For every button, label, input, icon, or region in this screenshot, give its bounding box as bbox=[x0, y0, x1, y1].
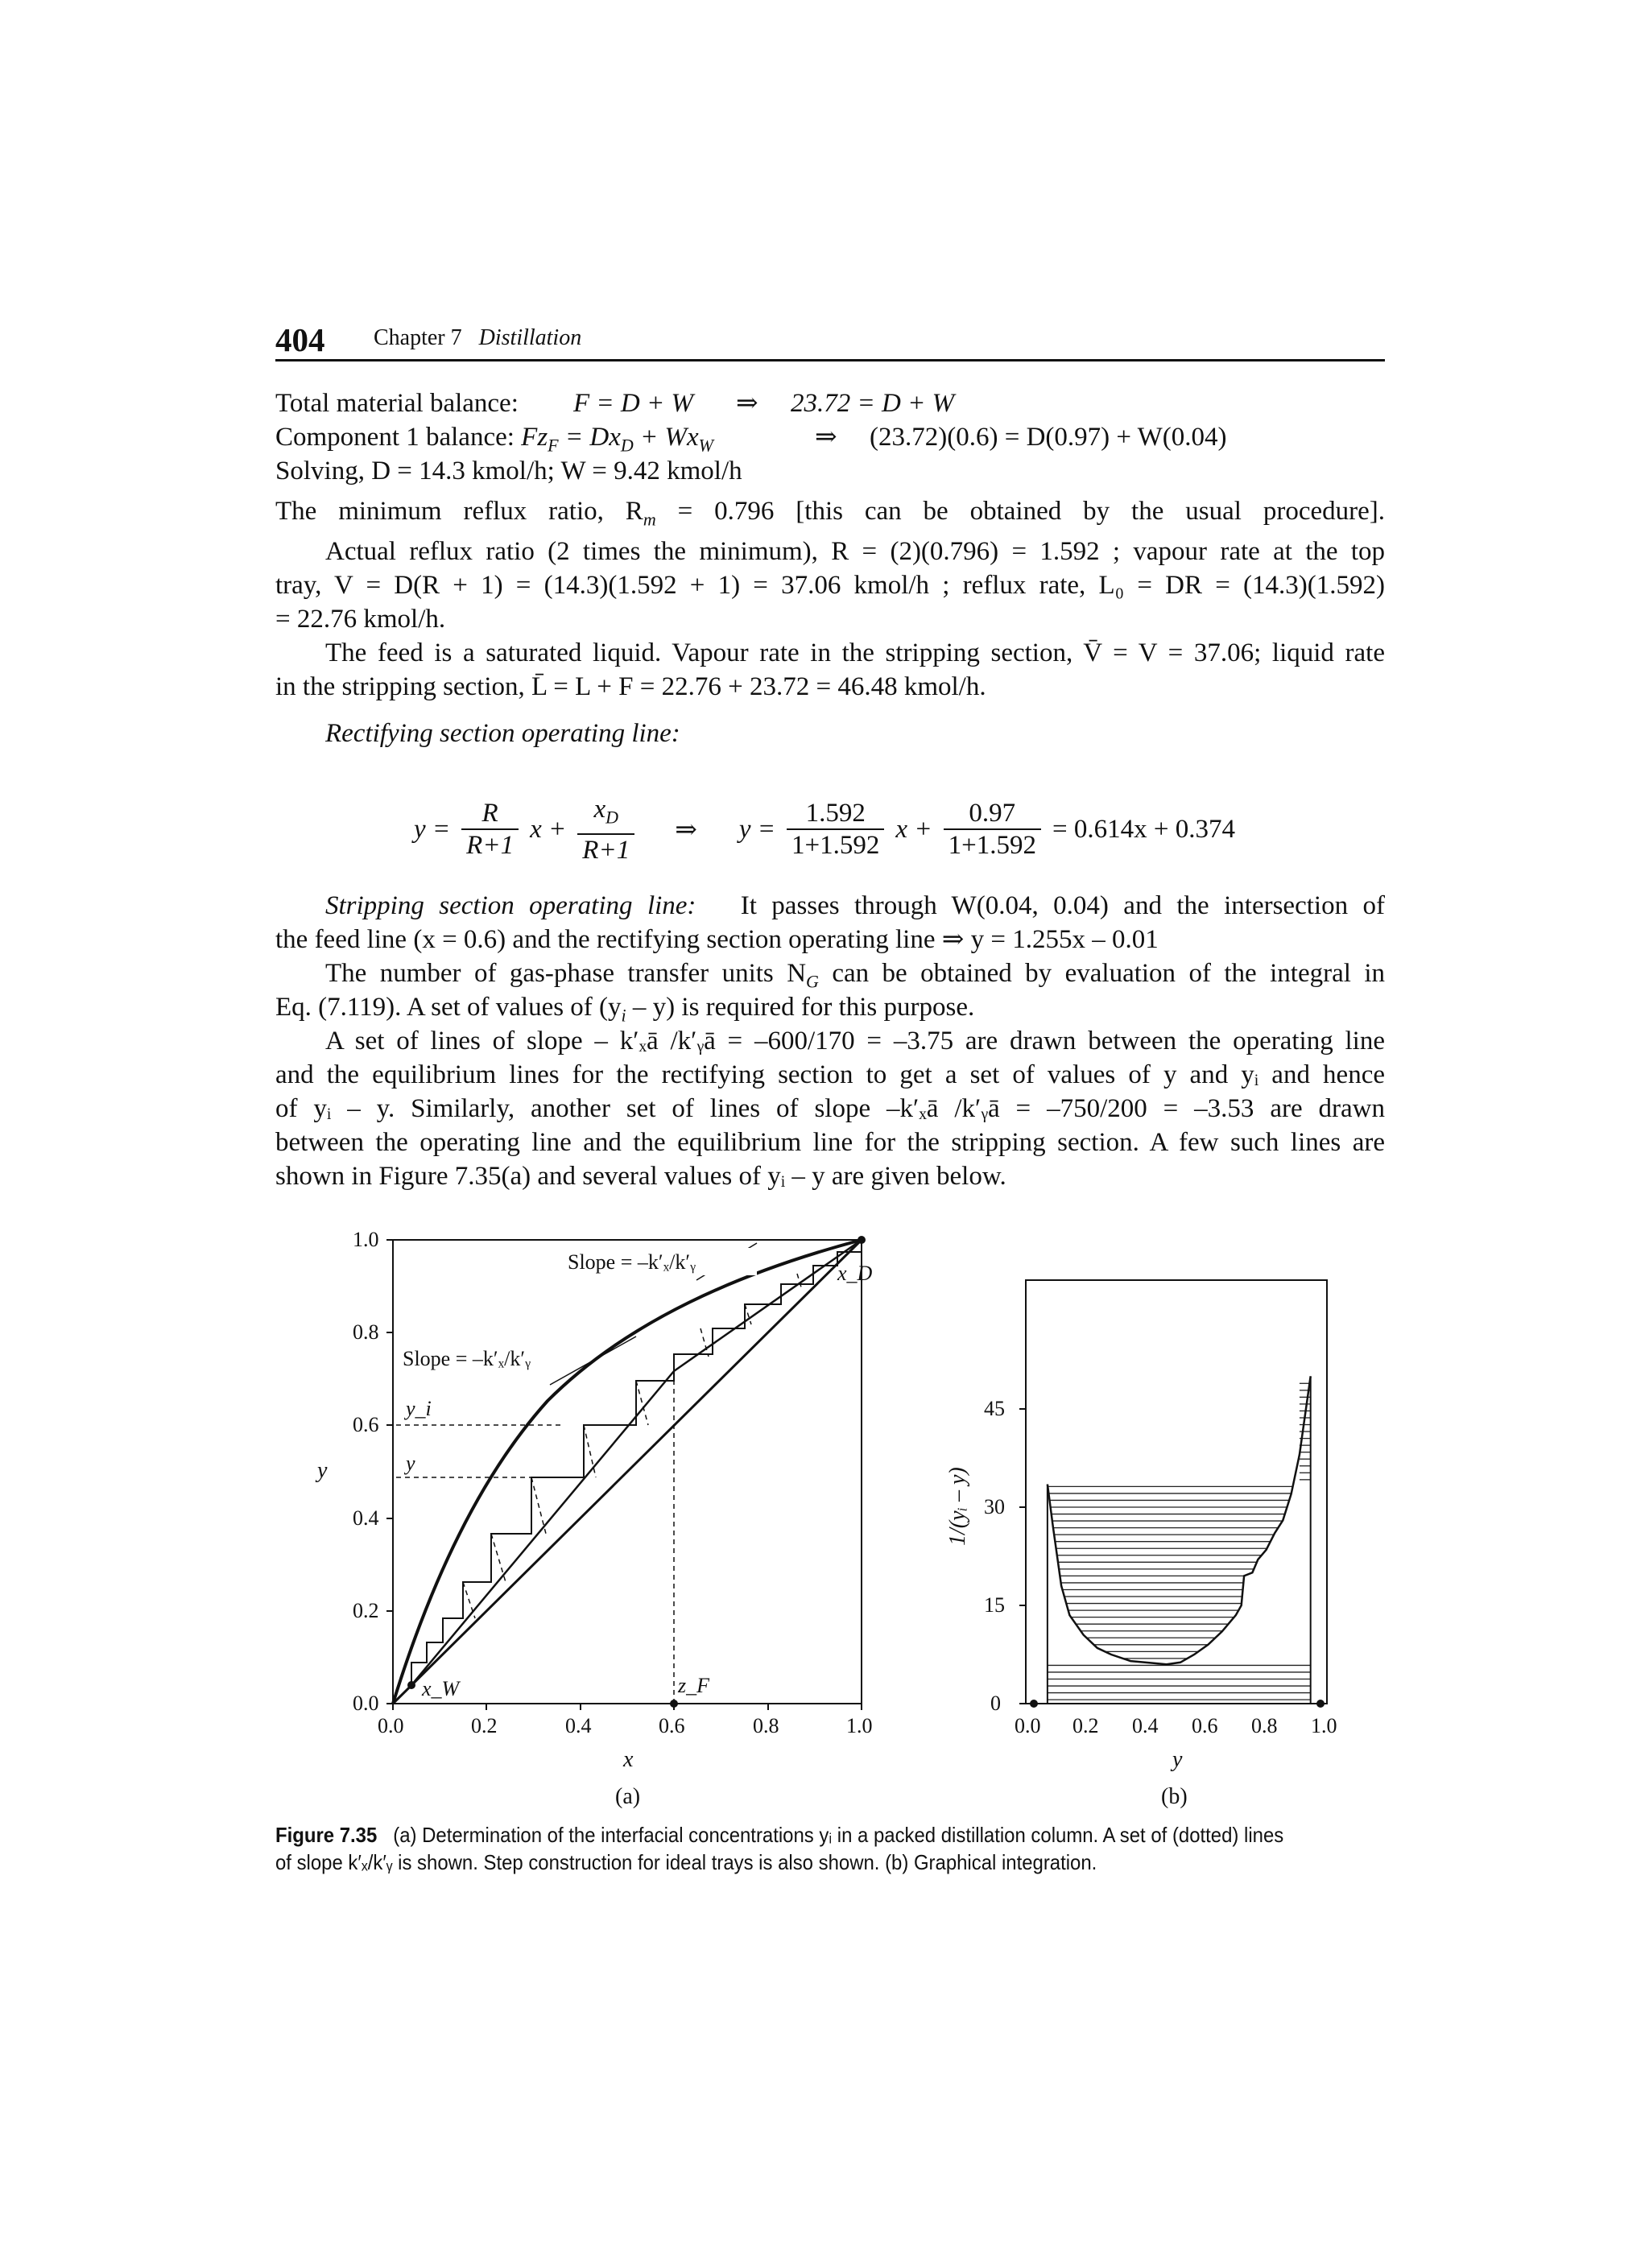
rectifying-equation: y = $\frac{R}{R+1}$ x + $\frac{x_D}{R+1}$ ⇒ y = $\frac{1.592}{1+1.592}$ x + $\frac{0.97}{1+1.592}$ = 0.614x + 0.374 bbox=[414, 795, 1235, 865]
slope-label-lower: Slope = –k′ₓ/k′ᵧ bbox=[403, 1347, 531, 1370]
stripping-line1: Stripping section operating line: It passes through W(0.04, 0.04) and the intersection of bbox=[325, 891, 1385, 920]
plot-frame-b bbox=[1026, 1280, 1327, 1704]
point-zf bbox=[670, 1700, 678, 1708]
point-xw bbox=[407, 1681, 415, 1689]
x-tick-label: 0.2 bbox=[471, 1714, 498, 1737]
rectifying-heading: Rectifying section operating line: bbox=[325, 719, 680, 748]
chapter-title: Distillation bbox=[478, 325, 582, 350]
para5-line3: of yᵢ – y. Similarly, another set of lines of slope –k′ₓā /k′ᵧā = –750/200 = –3.53 are drawn bbox=[275, 1094, 1385, 1123]
axis-ticks-b bbox=[1019, 1409, 1026, 1704]
x-axis-label-b: y bbox=[1172, 1747, 1183, 1772]
solving-line: Solving, D = 14.3 kmol/h; W = 9.42 kmol/h bbox=[275, 456, 742, 485]
y-tick-label: 30 bbox=[984, 1495, 1005, 1518]
y-tick-label: 0.0 bbox=[353, 1692, 379, 1715]
y-tick-label: 0.2 bbox=[353, 1599, 379, 1622]
running-header bbox=[374, 325, 581, 351]
x-tick-label: 0.4 bbox=[565, 1714, 592, 1737]
x-tick-label: 0.4 bbox=[1132, 1714, 1159, 1737]
diagonal-line bbox=[393, 1240, 862, 1704]
fraction-1592: $\frac{1.592}{1+1.592}$ bbox=[787, 798, 884, 861]
y-tick-label: 0.4 bbox=[353, 1506, 379, 1530]
caption-figure-number: Figure 7.35 bbox=[275, 1823, 378, 1847]
para1-line2: tray, V = D(R + 1) = (14.3)(1.592 + 1) = 37.06 kmol/h ; reflux rate, L₀ = DR = (14.3)(1.592) bbox=[275, 571, 1385, 600]
endpoint-right bbox=[1316, 1700, 1325, 1708]
para5-line5: shown in Figure 7.35(a) and several values of yᵢ – y are given below. bbox=[275, 1162, 1006, 1191]
y-axis-label: y bbox=[317, 1458, 328, 1483]
para2-line1: The feed is a saturated liquid. Vapour rate in the stripping section, V̄ = V = 37.06; liquid rate bbox=[325, 638, 1385, 667]
x-tick-label: 0.8 bbox=[1251, 1714, 1278, 1737]
para1-line3: = 22.76 kmol/h. bbox=[275, 605, 446, 634]
slope-label-upper: Slope = –k′ₓ/k′ᵧ bbox=[568, 1250, 696, 1274]
label-zf: z_F bbox=[678, 1674, 709, 1697]
x-tick-label: 0.8 bbox=[753, 1714, 779, 1737]
para5-line2: and the equilibrium lines for the rectifying section to get a set of values of y and yᵢ and hence bbox=[275, 1060, 1385, 1089]
x-tick-label: 0.0 bbox=[1015, 1714, 1041, 1737]
header-rule bbox=[275, 359, 1385, 361]
component-balance: Component 1 balance: $Fz_F = Dx_D + Wx_W$ ⇒ (23.72)(0.6) = D(0.97) + W(0.04) bbox=[275, 423, 1227, 456]
figure-caption bbox=[275, 1821, 1296, 1876]
min-reflux-line: The minimum reflux ratio, $R_m = 0.796$ [this can be obtained by the usual procedure]. bbox=[275, 497, 1385, 530]
stripping-line2: the feed line (x = 0.6) and the rectifying section operating line ⇒ y = 1.255x – 0.01 bbox=[275, 925, 1159, 954]
label-xw: x_W bbox=[422, 1677, 460, 1700]
y-tick-label: 0.8 bbox=[353, 1320, 379, 1344]
fraction-r: $\frac{R}{R+1}$ bbox=[461, 798, 519, 861]
x-tick-label: 0.6 bbox=[659, 1714, 685, 1737]
page-number: 404 bbox=[275, 321, 325, 358]
y-tick-label: 0 bbox=[990, 1692, 1001, 1715]
panel-label-a: (a) bbox=[615, 1784, 641, 1809]
para4-line1: The number of gas-phase transfer units $N_G$ can be obtained by evaluation of the integral in bbox=[325, 959, 1385, 992]
label-yi: y_i bbox=[406, 1397, 432, 1420]
figure-a-mccabe-thiele bbox=[306, 1216, 918, 1812]
y-axis-label-b: 1/(yᵢ – y) bbox=[945, 1467, 970, 1546]
fraction-xd: $\frac{x_D}{R+1}$ bbox=[577, 794, 634, 865]
figure-b-graphical-integration bbox=[926, 1256, 1377, 1812]
para5-line1: A set of lines of slope – k′ₓā /k′ᵧā = –600/170 = –3.75 are drawn between the operating line bbox=[325, 1027, 1385, 1056]
panel-label-b: (b) bbox=[1161, 1784, 1188, 1809]
integrand-curve bbox=[1048, 1376, 1311, 1664]
y-tick-label: 15 bbox=[984, 1593, 1005, 1617]
para5-line4: between the operating line and the equilibrium line for the stripping section. A few such lines are bbox=[275, 1128, 1385, 1157]
chapter-label: Chapter 7 bbox=[374, 325, 462, 350]
para2-line2: in the stripping section, L̄ = L + F = 22.76 + 23.72 = 46.48 kmol/h. bbox=[275, 672, 986, 701]
label-xd: x_D bbox=[837, 1262, 873, 1285]
fraction-097: $\frac{0.97}{1+1.592}$ bbox=[944, 798, 1041, 861]
endpoint-left bbox=[1030, 1700, 1038, 1708]
x-tick-label: 0.0 bbox=[378, 1714, 404, 1737]
y-tick-label: 0.6 bbox=[353, 1413, 379, 1436]
total-material-balance: Total material balance: F = D + W ⇒ 23.72 = D + W bbox=[275, 389, 955, 418]
caption-text: (a) Determination of the interfacial concentrations yᵢ in a packed distillation column. A set of (dotted) lines of slope k′ₓ/k′ᵧ is shown. Step construction for ideal trays is also shown. (b) Graphical integration. bbox=[275, 1823, 1284, 1874]
x-tick-label: 0.6 bbox=[1192, 1714, 1218, 1737]
x-tick-label: 0.2 bbox=[1072, 1714, 1099, 1737]
point-xd bbox=[858, 1236, 866, 1244]
x-axis-label: x bbox=[623, 1747, 634, 1772]
para4-line2: Eq. (7.119). A set of values of $(y_i - y)$ is required for this purpose. bbox=[275, 993, 975, 1026]
para1-line1: Actual reflux ratio (2 times the minimum), R = (2)(0.796) = 1.592 ; vapour rate at the top bbox=[325, 537, 1385, 566]
label-y: y bbox=[406, 1452, 415, 1475]
x-tick-label: 1.0 bbox=[1311, 1714, 1337, 1737]
x-tick-label: 1.0 bbox=[846, 1714, 873, 1737]
y-tick-label: 1.0 bbox=[353, 1228, 379, 1251]
y-tick-label: 45 bbox=[984, 1397, 1005, 1420]
